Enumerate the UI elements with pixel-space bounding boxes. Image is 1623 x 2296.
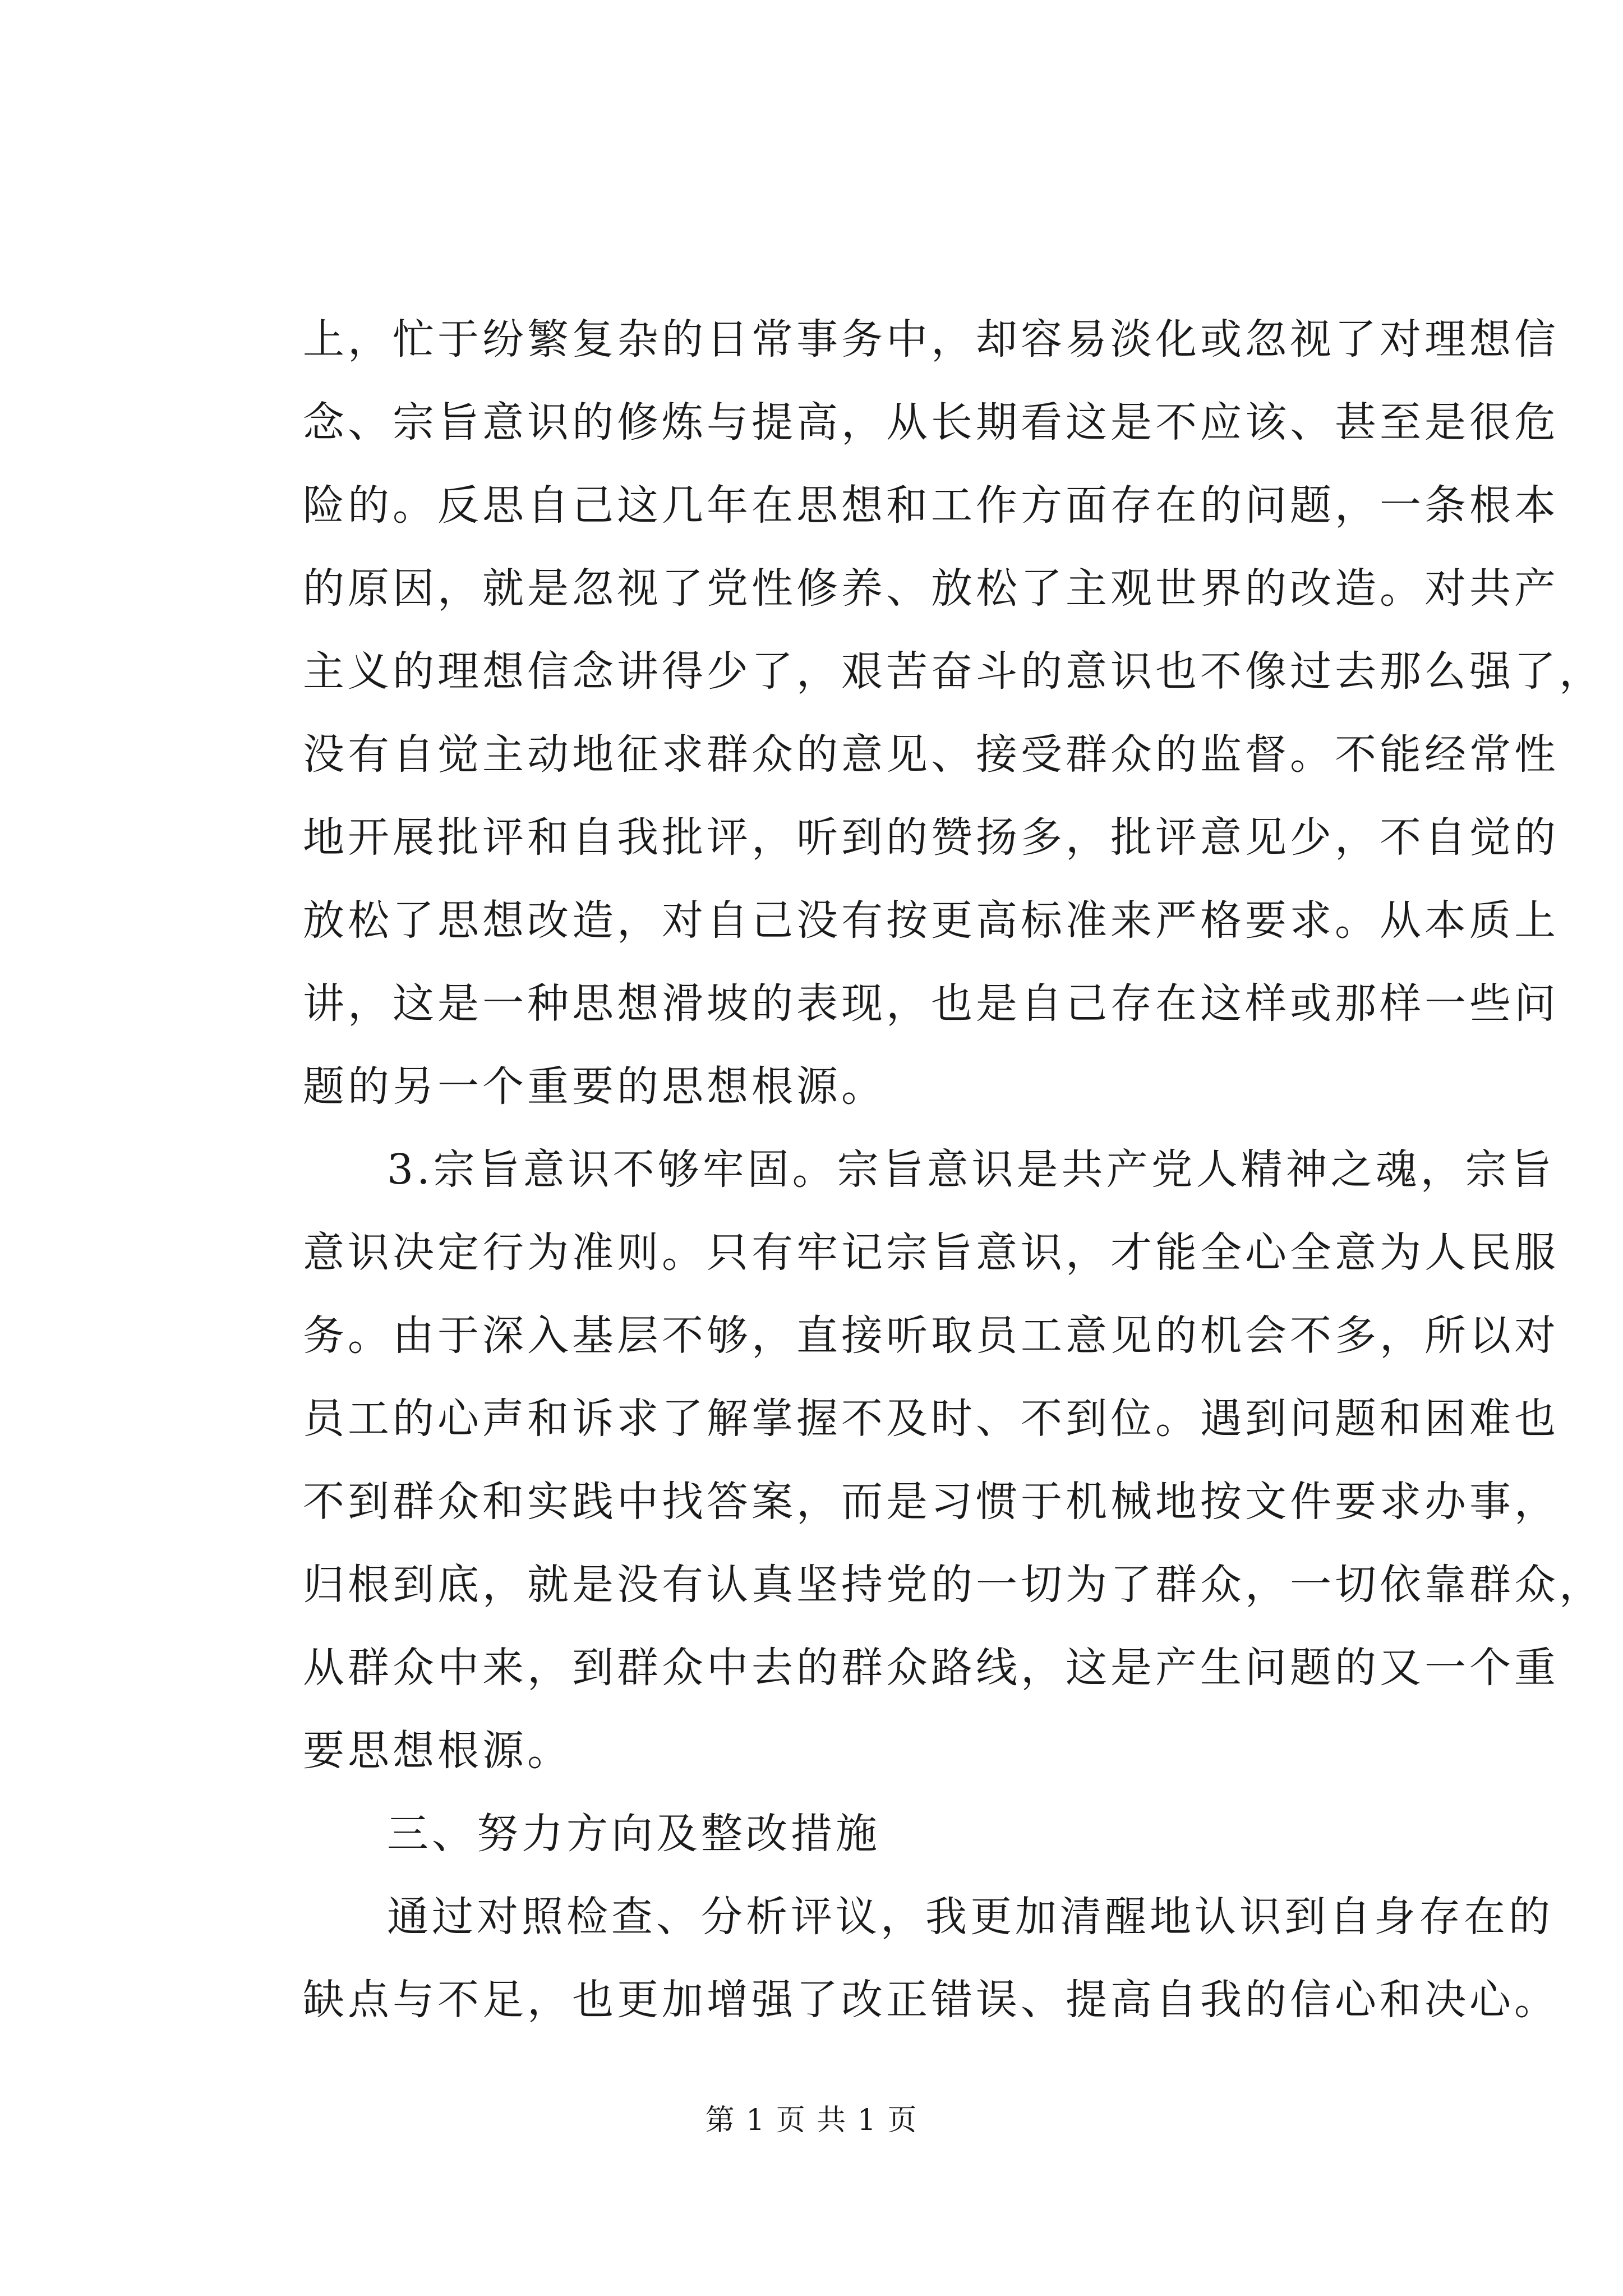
text-line: 讲，这是一种思想滑坡的表现，也是自己存在这样或那样一些问 — [303, 979, 1559, 1028]
text-line: 要思想根源。 — [303, 1727, 572, 1775]
page-number-footer: 第 1 页 共 1 页 — [705, 2104, 918, 2137]
text-line: 主义的理想信念讲得少了，艰苦奋斗的意识也不像过去那么强了， — [303, 647, 1604, 696]
text-line: 题的另一个重要的思想根源。 — [303, 1062, 886, 1111]
text-line: 险的。反思自己这几年在思想和工作方面存在的问题，一条根本 — [303, 481, 1559, 530]
text-line: 缺点与不足，也更加增强了改正错误、提高自我的信心和决心。 — [303, 1976, 1559, 2024]
text-line: 没有自觉主动地征求群众的意见、接受群众的监督。不能经常性 — [303, 730, 1559, 779]
text-line: 上，忙于纷繁复杂的日常事务中，却容易淡化或忽视了对理想信 — [303, 315, 1559, 364]
text-line: 意识决定行为准则。只有牢记宗旨意识，才能全心全意为人民服 — [303, 1228, 1559, 1277]
text-line: 放松了思想改造，对自己没有按更高标准来严格要求。从本质上 — [303, 896, 1559, 945]
text-line: 通过对照检查、分析评议，我更加清醒地认识到自身存在的 — [387, 1893, 1553, 1941]
paragraph-heading-3: 3.宗旨意识不够牢固。宗旨意识是共产党人精神之魂，宗旨 — [387, 1145, 1555, 1194]
text-line: 从群众中来，到群众中去的群众路线，这是产生问题的又一个重 — [303, 1644, 1559, 1692]
text-line: 员工的心声和诉求了解掌握不及时、不到位。遇到问题和困难也 — [303, 1395, 1559, 1443]
text-line: 务。由于深入基层不够，直接听取员工意见的机会不多，所以对 — [303, 1312, 1559, 1360]
section-heading: 三、努力方向及整改措施 — [387, 1810, 880, 1858]
text-line: 的原因，就是忽视了党性修养、放松了主观世界的改造。对共产 — [303, 564, 1559, 613]
text-line: 不到群众和实践中找答案，而是习惯于机械地按文件要求办事， — [303, 1478, 1559, 1526]
text-line: 地开展批评和自我批评，听到的赞扬多，批评意见少，不自觉的 — [303, 813, 1559, 862]
text-line: 念、宗旨意识的修炼与提高，从长期看这是不应该、甚至是很危 — [303, 398, 1559, 447]
text-line: 归根到底，就是没有认真坚持党的一切为了群众，一切依靠群众， — [303, 1561, 1604, 1609]
